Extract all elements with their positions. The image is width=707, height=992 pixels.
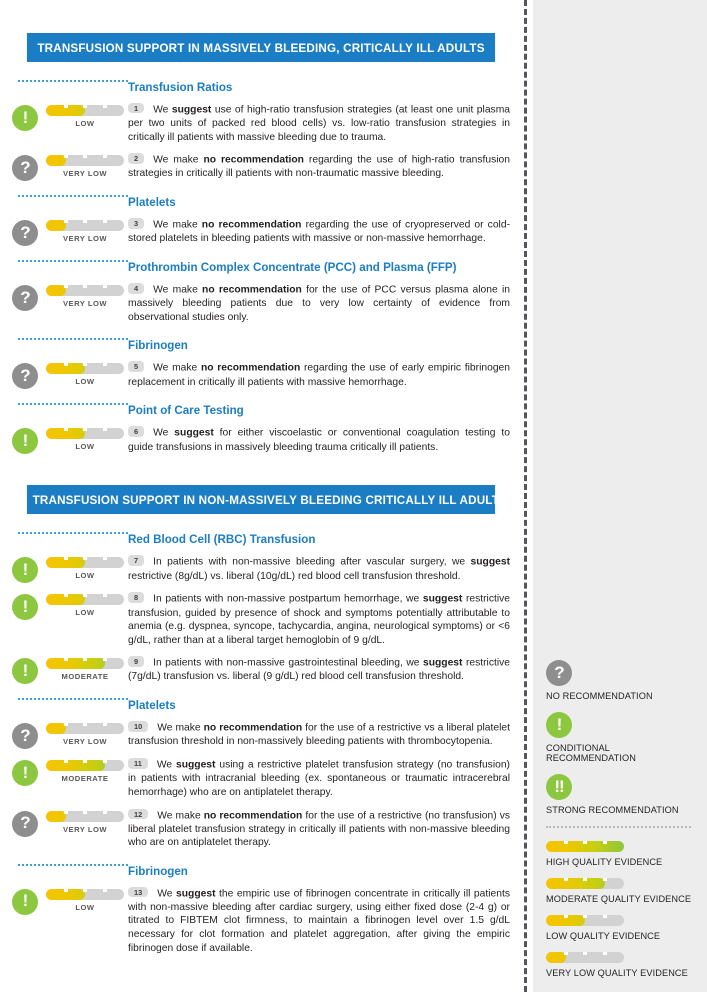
emphasis-text: suggest <box>422 657 463 669</box>
group-title: Fibrinogen <box>128 339 188 353</box>
bar-notch <box>64 811 68 814</box>
emphasis-text: no recommendation <box>203 154 304 166</box>
bar-notch <box>83 105 87 108</box>
recommendation-gutter <box>0 592 128 620</box>
dotted-separator <box>18 80 128 82</box>
group-title: Point of Care Testing <box>128 404 244 418</box>
group-heading-row <box>0 80 522 94</box>
section-banner: TRANSFUSION SUPPORT IN NON-MASSIVELY BLEEDING CRITICALLY ILL ADULTS <box>27 485 495 514</box>
evidence-label: VERY LOW <box>62 299 108 309</box>
evidence-label: LOW <box>75 902 95 912</box>
group-heading-row <box>0 260 522 274</box>
body-text: We make <box>153 362 201 374</box>
bar-notch <box>64 363 68 366</box>
recommendation-group <box>0 260 522 324</box>
recommendation-text <box>128 809 522 850</box>
dotted-separator <box>18 260 128 262</box>
legend-dotted-separator <box>546 826 691 828</box>
recommendation-row <box>0 153 522 181</box>
recommendation-group <box>0 195 522 246</box>
exclamation-icon: ! <box>12 557 38 583</box>
bar-notch <box>83 155 87 158</box>
recommendation-gutter <box>0 283 128 311</box>
dotted-separator <box>18 195 128 197</box>
bar-notch <box>64 428 68 431</box>
body-text: regarding the use of cryopreserved or cold-stored platelets in bleeding patients with massive or non-massive hemorrhage. <box>128 219 511 245</box>
body-text: for the use of a restrictive vs a liberal platelet transfusion threshold in non-massively bleeding patients with thrombocytopenia. <box>128 722 510 748</box>
emphasis-text: no recommendation <box>201 362 301 374</box>
body-text: using a restrictive platelet transfusion strategy (no transfusion) in patients with intracranial bleeding (ex. spontaneous or traumatic intracerebral hemorrhage) who are on antiplatelet therapy. <box>128 759 510 798</box>
bar-notch <box>64 557 68 560</box>
evidence-indicator <box>46 594 124 617</box>
group-heading-row <box>0 403 522 417</box>
bar-notch <box>64 658 68 661</box>
legend-evidence-item <box>546 878 701 904</box>
recommendation-text <box>128 283 522 324</box>
recommendation-number: 3 <box>128 218 144 228</box>
group-heading-row <box>0 532 522 546</box>
evidence-label: LOW <box>75 571 95 581</box>
question-icon: ? <box>12 811 38 837</box>
evidence-bar <box>46 594 124 605</box>
exclamation-icon: ! <box>12 594 38 620</box>
recommendation-text <box>128 103 522 144</box>
bar-notch <box>83 363 87 366</box>
evidence-bar <box>46 811 124 822</box>
group-title: Platelets <box>128 699 176 713</box>
evidence-bar <box>546 915 624 926</box>
dotted-separator <box>18 864 128 866</box>
bar-notch <box>603 841 607 844</box>
legend-label: LOW QUALITY EVIDENCE <box>546 931 661 941</box>
recommendation-text <box>128 656 522 684</box>
evidence-label: LOW <box>75 442 95 452</box>
evidence-bar <box>546 841 624 852</box>
recommendation-text <box>128 218 522 246</box>
legend-evidence-bar <box>546 878 624 889</box>
evidence-indicator <box>46 155 124 178</box>
evidence-indicator <box>46 889 124 912</box>
body-text: for the use of PCC versus plasma alone in massively bleeding patients due to very low certainty of evidence from observational studies only. <box>128 284 510 323</box>
evidence-label: VERY LOW <box>62 234 108 244</box>
body-text: regarding the use of high-ratio transfusion strategies in critically ill patients with non-traumatic massive bleeding. <box>128 154 510 180</box>
bar-notch <box>83 428 87 431</box>
evidence-indicator <box>46 760 124 783</box>
exclamation-icon: ! <box>12 428 38 454</box>
legend-label: VERY LOW QUALITY EVIDENCE <box>546 968 688 978</box>
recommendation-number: 2 <box>128 153 144 163</box>
emphasis-text: suggest <box>470 556 510 568</box>
bar-notch <box>603 915 607 918</box>
emphasis-text: suggest <box>176 888 216 900</box>
body-text: In patients with non-massive gastrointestinal bleeding, we <box>153 657 423 669</box>
bar-notch <box>583 878 587 881</box>
legend-evidence-item <box>546 952 701 978</box>
bar-notch <box>64 220 68 223</box>
section-banner-wrap <box>0 485 522 514</box>
question-icon: ? <box>546 660 572 686</box>
recommendation-row <box>0 283 522 324</box>
bar-notch <box>564 841 568 844</box>
body-text: We <box>153 427 175 439</box>
bar-notch <box>83 723 87 726</box>
emphasis-text: suggest <box>422 593 463 605</box>
recommendation-number: 7 <box>128 555 144 565</box>
evidence-label: LOW <box>75 608 95 618</box>
recommendation-number: 12 <box>128 809 148 819</box>
bar-notch <box>83 889 87 892</box>
heading-gutter <box>0 403 128 417</box>
heading-gutter <box>0 532 128 546</box>
recommendation-gutter <box>0 758 128 786</box>
bar-notch <box>103 723 107 726</box>
group-heading-row <box>0 864 522 878</box>
recommendation-group <box>0 532 522 684</box>
recommendation-number: 8 <box>128 592 144 602</box>
bar-notch <box>83 220 87 223</box>
legend-evidence-item <box>546 841 701 867</box>
recommendation-row <box>0 887 522 955</box>
bar-notch <box>103 285 107 288</box>
question-icon: ? <box>12 155 38 181</box>
group-heading-row <box>0 195 522 209</box>
evidence-label: VERY LOW <box>62 824 108 834</box>
evidence-bar <box>46 363 124 374</box>
evidence-indicator <box>46 723 124 746</box>
bar-notch <box>603 878 607 881</box>
body-text: We make <box>157 810 204 822</box>
body-text: regarding the use of early empiric fibrinogen replacement in critically ill patients with massive hemorrhage. <box>128 362 510 388</box>
recommendation-number: 13 <box>128 887 148 897</box>
recommendation-row <box>0 758 522 799</box>
body-text: for either viscoelastic or conventional coagulation testing to guide transfusions in massively bleeding trauma critically ill patients. <box>128 427 510 453</box>
emphasis-text: no recommendation <box>201 219 302 231</box>
legend <box>546 660 701 989</box>
recommendation-gutter <box>0 103 128 131</box>
body-text: We make <box>153 154 204 166</box>
bar-notch <box>103 428 107 431</box>
heading-gutter <box>0 338 128 352</box>
bar-notch <box>103 811 107 814</box>
bar-notch <box>64 760 68 763</box>
legend-label: STRONG RECOMMENDATION <box>546 805 679 815</box>
body-text: for the use of a restrictive (no transfusion) vs liberal platelet transfusion strategy in critically ill patients with non-massive bleeding who are on antiplatelet therapy. <box>128 810 510 849</box>
evidence-bar-fill <box>46 658 105 669</box>
bar-notch <box>64 285 68 288</box>
legend-evidence-bar <box>546 915 624 926</box>
group-title: Platelets <box>128 196 176 210</box>
bar-notch <box>103 105 107 108</box>
double-exclamation-icon: !! <box>546 774 572 800</box>
body-text: We make <box>157 722 204 734</box>
bar-notch <box>583 952 587 955</box>
recommendation-text <box>128 721 522 749</box>
exclamation-icon: ! <box>546 712 572 738</box>
dotted-separator <box>18 403 128 405</box>
evidence-bar <box>46 105 124 116</box>
emphasis-text: suggest <box>174 427 214 439</box>
heading-gutter <box>0 260 128 274</box>
heading-gutter <box>0 698 128 712</box>
evidence-bar <box>46 557 124 568</box>
evidence-bar <box>46 155 124 166</box>
recommendation-text <box>128 592 522 647</box>
emphasis-text: no recommendation <box>202 284 302 296</box>
legend-strength-item <box>546 660 701 701</box>
bar-notch <box>103 760 107 763</box>
legend-label: HIGH QUALITY EVIDENCE <box>546 857 663 867</box>
recommendation-number: 11 <box>128 758 148 768</box>
bar-notch <box>64 723 68 726</box>
recommendation-text <box>128 153 522 181</box>
bar-notch <box>103 220 107 223</box>
legend-strength-item <box>546 712 701 763</box>
dotted-separator <box>18 698 128 700</box>
recommendation-group <box>0 80 522 181</box>
recommendation-gutter <box>0 555 128 583</box>
recommendation-group <box>0 698 522 849</box>
evidence-indicator <box>46 811 124 834</box>
bar-notch <box>103 557 107 560</box>
recommendation-group <box>0 403 522 454</box>
bar-notch <box>83 594 87 597</box>
bar-notch <box>564 915 568 918</box>
bar-notch <box>83 557 87 560</box>
bar-notch <box>64 889 68 892</box>
bar-notch <box>103 363 107 366</box>
evidence-indicator <box>46 105 124 128</box>
evidence-bar <box>46 658 124 669</box>
recommendation-number: 1 <box>128 103 144 113</box>
recommendation-group <box>0 864 522 955</box>
bar-notch <box>83 760 87 763</box>
recommendation-number: 9 <box>128 656 144 666</box>
question-icon: ? <box>12 363 38 389</box>
section-banner-wrap <box>0 33 522 62</box>
bar-notch <box>103 889 107 892</box>
evidence-bar <box>46 723 124 734</box>
evidence-label: VERY LOW <box>62 169 108 179</box>
legend-evidence-item <box>546 915 701 941</box>
recommendation-gutter <box>0 656 128 684</box>
exclamation-icon: ! <box>12 658 38 684</box>
bar-notch <box>64 594 68 597</box>
recommendation-gutter <box>0 721 128 749</box>
exclamation-icon: ! <box>12 105 38 131</box>
bar-notch <box>103 155 107 158</box>
recommendation-row <box>0 103 522 144</box>
question-icon: ? <box>12 723 38 749</box>
recommendation-row <box>0 555 522 583</box>
group-heading-row <box>0 698 522 712</box>
recommendation-row <box>0 218 522 246</box>
evidence-indicator <box>46 658 124 681</box>
body-text: We <box>153 104 172 116</box>
evidence-bar <box>46 220 124 231</box>
recommendation-number: 10 <box>128 721 148 731</box>
bar-notch <box>83 811 87 814</box>
recommendation-row <box>0 361 522 389</box>
recommendation-row <box>0 592 522 647</box>
body-text: restrictive transfusion, guided by presence of shock and symptoms potentially attributable to anemia (e.g. dyspnea, syncope, tachycardia, angina, neurological symptoms) or <6 g/dL, rather than at a liberal target hemoglobin of 9 g/dL. <box>128 593 510 646</box>
exclamation-icon: ! <box>12 760 38 786</box>
recommendation-number: 6 <box>128 426 144 436</box>
legend-evidence-bar <box>546 952 624 963</box>
legend-label: NO RECOMMENDATION <box>546 691 653 701</box>
evidence-label: MODERATE <box>61 672 109 682</box>
recommendation-text <box>128 555 522 583</box>
exclamation-icon: ! <box>12 889 38 915</box>
body-text: We <box>157 888 177 900</box>
recommendation-number: 4 <box>128 283 144 293</box>
body-text: restrictive (7g/dL) transfusion vs. liberal (9 g/dL) red blood cell transfusion threshold. <box>128 657 510 683</box>
evidence-label: VERY LOW <box>62 737 108 747</box>
recommendation-gutter <box>0 218 128 246</box>
heading-gutter <box>0 195 128 209</box>
bar-notch <box>583 841 587 844</box>
recommendation-text <box>128 758 522 799</box>
bar-notch <box>564 952 568 955</box>
group-title: Transfusion Ratios <box>128 81 233 94</box>
evidence-bar <box>46 428 124 439</box>
recommendation-gutter <box>0 887 128 915</box>
evidence-indicator <box>46 220 124 243</box>
recommendation-text <box>128 361 522 389</box>
evidence-indicator <box>46 363 124 386</box>
evidence-indicator <box>46 557 124 580</box>
heading-gutter <box>0 80 128 94</box>
bar-notch <box>103 594 107 597</box>
bar-notch <box>603 952 607 955</box>
evidence-bar <box>546 878 624 889</box>
evidence-indicator <box>46 428 124 451</box>
dotted-separator <box>18 532 128 534</box>
legend-label: CONDITIONAL RECOMMENDATION <box>546 743 637 763</box>
emphasis-text: no recommendation <box>203 810 303 822</box>
evidence-label: MODERATE <box>61 774 109 784</box>
body-text: In patients with non-massive bleeding after vascular surgery, we <box>153 556 471 568</box>
evidence-bar <box>46 285 124 296</box>
recommendation-text <box>128 887 522 955</box>
recommendation-text <box>128 426 522 454</box>
recommendation-number: 5 <box>128 361 144 371</box>
emphasis-text: suggest <box>175 759 216 771</box>
evidence-bar <box>46 889 124 900</box>
body-text: restrictive (8g/dL) vs. liberal (10g/dL) red blood cell transfusion threshold. <box>128 570 461 582</box>
evidence-bar-fill <box>546 878 605 889</box>
recommendation-gutter <box>0 361 128 389</box>
evidence-bar <box>46 760 124 771</box>
bar-notch <box>583 915 587 918</box>
group-title: Red Blood Cell (RBC) Transfusion <box>128 533 316 547</box>
body-text: In patients with non-massive postpartum hemorrhage, we <box>153 593 423 605</box>
evidence-label: LOW <box>75 119 95 128</box>
bar-notch <box>83 658 87 661</box>
emphasis-text: no recommendation <box>203 722 303 734</box>
recommendation-row <box>0 656 522 684</box>
recommendation-gutter <box>0 426 128 454</box>
legend-panel <box>533 0 707 992</box>
group-title: Fibrinogen <box>128 864 188 878</box>
question-icon: ? <box>12 285 38 311</box>
heading-gutter <box>0 864 128 878</box>
legend-label: MODERATE QUALITY EVIDENCE <box>546 894 692 904</box>
evidence-bar <box>546 952 624 963</box>
recommendation-gutter <box>0 153 128 181</box>
group-title: Prothrombin Complex Concentrate (PCC) and Plasma (FFP) <box>128 261 457 275</box>
body-text: We <box>156 759 176 771</box>
group-heading-row <box>0 338 522 352</box>
evidence-bar-fill <box>46 760 105 771</box>
body-text: use of high-ratio transfusion strategies (at least one unit plasma per two units of packed red blood cells) vs. low-ratio transfusion strategies in critically ill patients with massive bleeding due to trauma. <box>128 104 511 143</box>
evidence-label: LOW <box>75 377 95 387</box>
emphasis-text: suggest <box>171 104 212 116</box>
legend-strength-item <box>546 774 701 815</box>
section-banner: TRANSFUSION SUPPORT IN MASSIVELY BLEEDING, CRITICALLY ILL ADULTS <box>27 33 495 62</box>
dotted-separator <box>18 338 128 340</box>
recommendation-group <box>0 338 522 389</box>
recommendation-gutter <box>0 809 128 837</box>
body-text: the empiric use of fibrinogen concentrate in critically ill patients with non-massive bleeding after cardiac surgery, using either fixed dose (2-4 g) or titrated to FIBTEM clot firmness, to maintain a fibrinogen level over 1.5 g/dL necessary for clot formation and platelet aggregation, after giving the empiric fibrinogen dose if available. <box>128 888 510 954</box>
evidence-indicator <box>46 285 124 308</box>
recommendation-row <box>0 721 522 749</box>
body-text: We make <box>153 219 202 231</box>
bar-notch <box>103 658 107 661</box>
bar-notch <box>64 155 68 158</box>
vertical-dashed-divider <box>522 0 533 992</box>
bar-notch <box>64 105 68 108</box>
recommendation-row <box>0 426 522 454</box>
legend-evidence-bar <box>546 841 624 852</box>
recommendation-row <box>0 809 522 850</box>
question-icon: ? <box>12 220 38 246</box>
body-text: We make <box>153 284 203 296</box>
bar-notch <box>83 285 87 288</box>
bar-notch <box>564 878 568 881</box>
